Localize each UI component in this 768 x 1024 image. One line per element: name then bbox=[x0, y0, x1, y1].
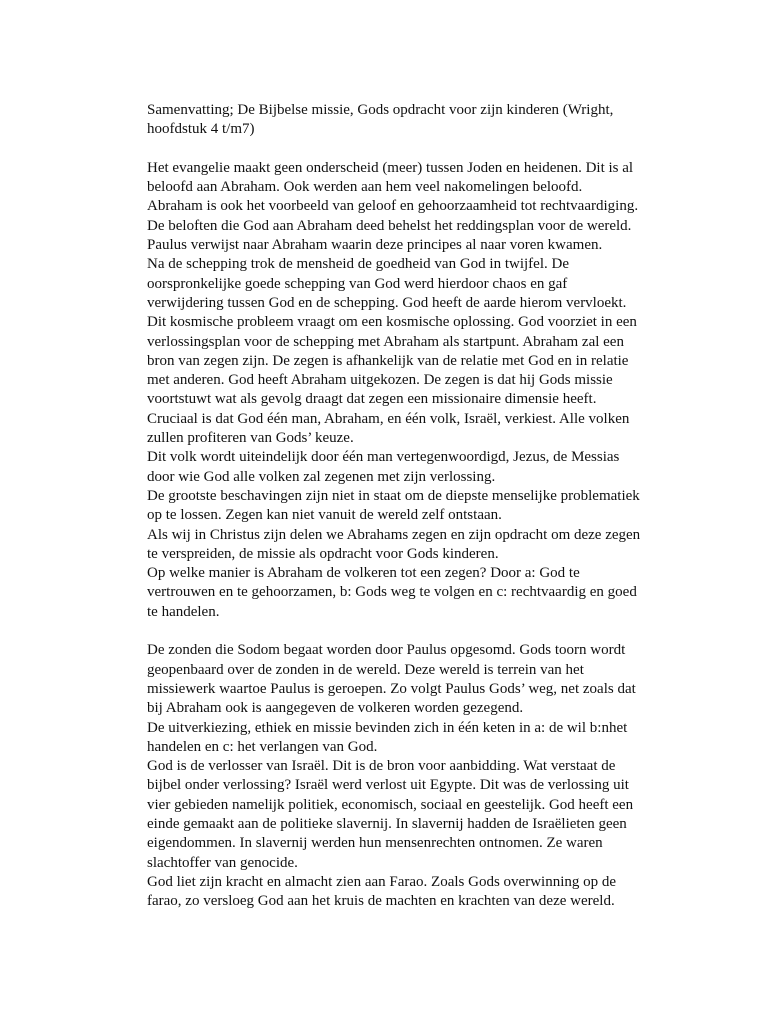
text-line: God is de verlosser van Israël. Dit is de bron voor aanbidding. Wat verstaat de bbox=[147, 758, 616, 775]
text-line: te handelen. bbox=[147, 603, 220, 620]
paragraph-gap bbox=[147, 622, 667, 641]
text-line: Als wij in Christus zijn delen we Abrahams zegen en zijn opdracht om deze zegen bbox=[147, 526, 641, 543]
text-line: voortstuwt wat als gevolg draagt dat zegen een missionaire dimensie heeft. bbox=[147, 391, 597, 408]
text-line: Abraham is ook het voorbeeld van geloof en gehoorzaamheid tot rechtvaardiging. bbox=[147, 198, 639, 215]
text-line: slachtoffer van genocide. bbox=[147, 854, 298, 871]
text-line: zullen profiteren van Gods’ keuze. bbox=[147, 430, 354, 447]
text-line: Paulus verwijst naar Abraham waarin deze principes al naar voren kwamen. bbox=[147, 237, 603, 254]
paragraph-1 bbox=[147, 159, 667, 622]
text-line: handelen en c: het verlangen van God. bbox=[147, 738, 378, 755]
text-line: bijbel onder verlossing? Israël werd verlost uit Egypte. Dit was de verlossing uit bbox=[147, 777, 629, 794]
document-page bbox=[147, 101, 667, 911]
text-line: verwijdering tussen God en de schepping. God heeft de aarde hierom vervloekt. bbox=[147, 294, 627, 311]
text-line: eigendommen. In slavernij werden hun mensenrechten ontnomen. Ze waren bbox=[147, 835, 603, 852]
text-line: vier gebieden namelijk politiek, economisch, sociaal en geestelijk. God heeft een bbox=[147, 796, 634, 813]
text-line: Dit kosmische probleem vraagt om een kosmische oplossing. God voorziet in een bbox=[147, 314, 637, 331]
text-line: missiewerk waartoe Paulus is geroepen. Zo volgt Paulus Gods’ weg, net zoals dat bbox=[147, 680, 636, 697]
text-line: Na de schepping trok de mensheid de goedheid van God in twijfel. De bbox=[147, 256, 569, 273]
paragraph-gap bbox=[147, 140, 667, 159]
text-line: De zonden die Sodom begaat worden door Paulus opgesomd. Gods toorn wordt bbox=[147, 642, 626, 659]
text-line: bij Abraham ook is aangegeven de volkeren worden gezegend. bbox=[147, 700, 524, 717]
text-line: te verspreiden, de missie als opdracht voor Gods kinderen. bbox=[147, 545, 499, 562]
text-line: einde gemaakt aan de politieke slavernij. In slavernij hadden de Israëlieten geen bbox=[147, 815, 627, 832]
text-line: geopenbaard over de zonden in de wereld. Deze wereld is terrein van het bbox=[147, 661, 584, 678]
text-line: Dit volk wordt uiteindelijk door één man vertegenwoordigd, Jezus, de Messias bbox=[147, 449, 620, 466]
text-line: vertrouwen en te gehoorzamen, b: Gods weg te volgen en c: rechtvaardig en goed bbox=[147, 584, 637, 601]
title-line: Samenvatting; De Bijbelse missie, Gods opdracht voor zijn kinderen (Wright, bbox=[147, 102, 614, 118]
text-line: De beloften die God aan Abraham deed behelst het reddingsplan voor de wereld. bbox=[147, 217, 632, 234]
text-line: verlossingsplan voor de schepping met Abraham als startpunt. Abraham zal een bbox=[147, 333, 624, 350]
text-line: De uitverkiezing, ethiek en missie bevinden zich in één keten in a: de wil b:nhet bbox=[147, 719, 628, 736]
text-line: oorspronkelijke goede schepping van God werd hierdoor chaos en gaf bbox=[147, 275, 568, 292]
text-line: op te lossen. Zegen kan niet vanuit de wereld zelf ontstaan. bbox=[147, 507, 502, 524]
title-line: hoofdstuk 4 t/m7) bbox=[147, 121, 255, 138]
text-line: Op welke manier is Abraham de volkeren tot een zegen? Door a: God te bbox=[147, 565, 580, 582]
document-title bbox=[147, 101, 667, 140]
text-line: farao, zo versloeg God aan het kruis de machten en krachten van deze wereld. bbox=[147, 893, 615, 910]
paragraph-2 bbox=[147, 641, 667, 911]
text-line: Het evangelie maakt geen onderscheid (meer) tussen Joden en heidenen. Dit is al bbox=[147, 159, 634, 176]
text-line: De grootste beschavingen zijn niet in staat om de diepste menselijke problematiek bbox=[147, 487, 640, 504]
text-line: Cruciaal is dat God één man, Abraham, en één volk, Israël, verkiest. Alle volken bbox=[147, 410, 630, 427]
text-line: God liet zijn kracht en almacht zien aan Farao. Zoals Gods overwinning op de bbox=[147, 873, 617, 890]
text-line: bron van zegen zijn. De zegen is afhankelijk van de relatie met God en in relatie bbox=[147, 352, 629, 369]
text-line: met anderen. God heeft Abraham uitgekozen. De zegen is dat hij Gods missie bbox=[147, 372, 613, 389]
text-line: door wie God alle volken zal zegenen met zijn verlossing. bbox=[147, 468, 496, 485]
text-line: beloofd aan Abraham. Ook werden aan hem veel nakomelingen beloofd. bbox=[147, 179, 583, 196]
